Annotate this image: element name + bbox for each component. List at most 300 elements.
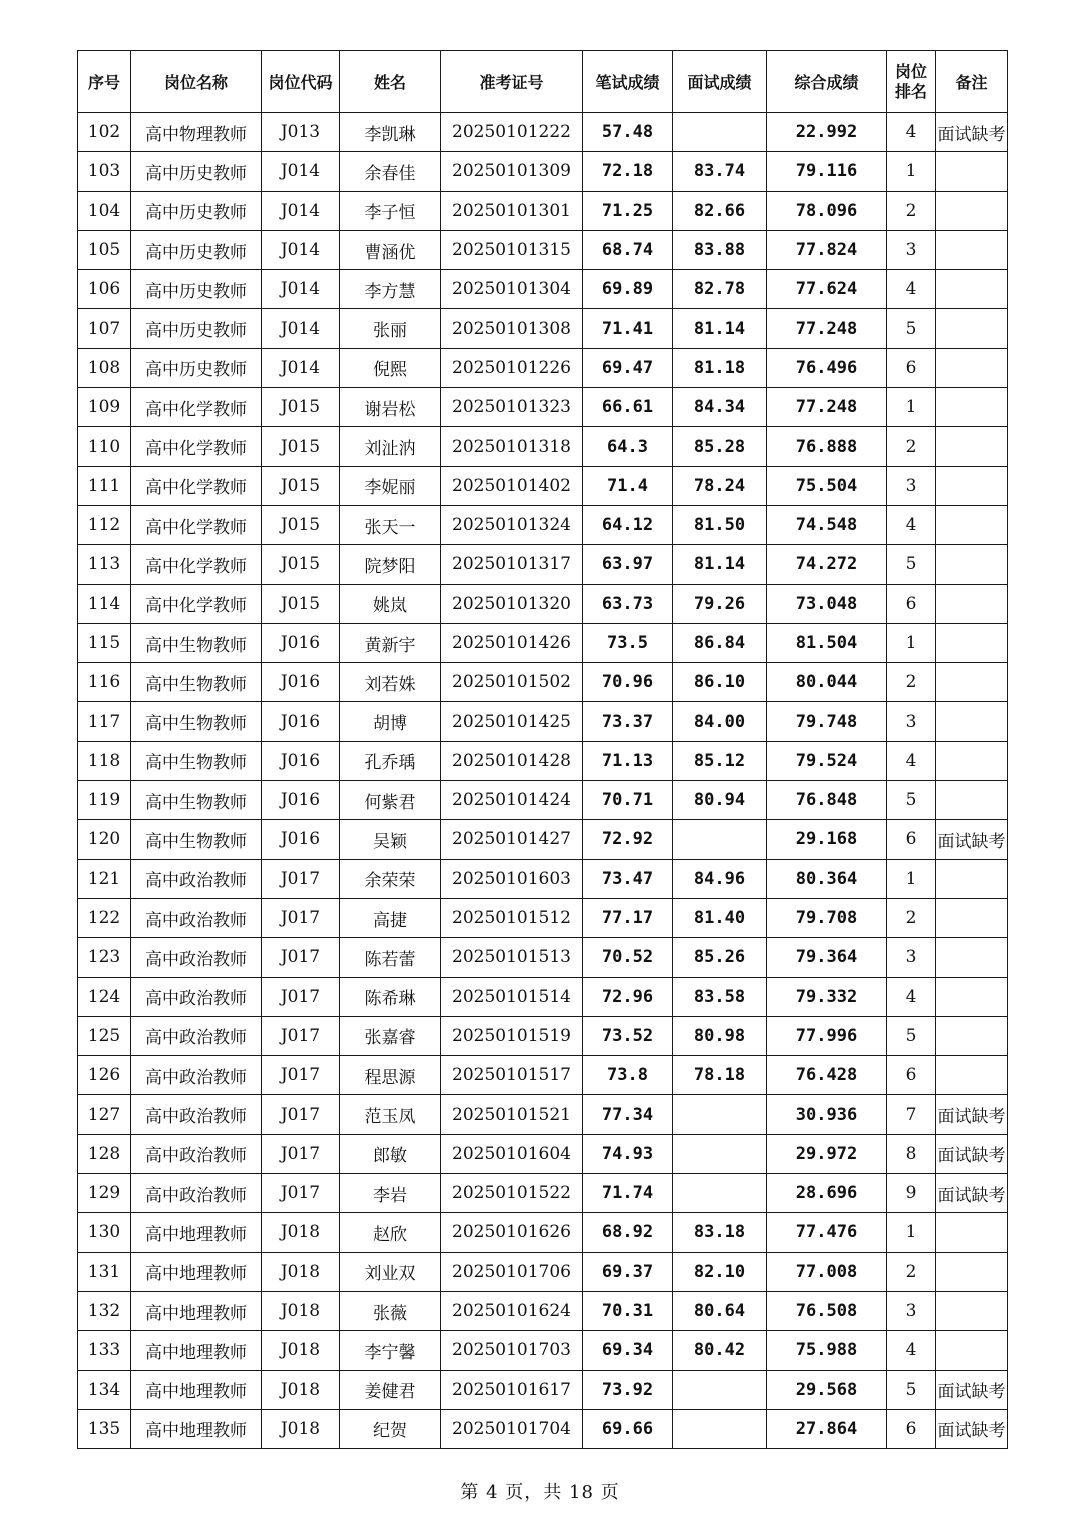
cell-name: 谢岩松 bbox=[340, 388, 441, 427]
table-row bbox=[78, 1409, 1008, 1448]
table-body bbox=[78, 113, 1008, 1449]
cell-total-score: 29.568 bbox=[767, 1370, 887, 1409]
cell-total-score: 76.496 bbox=[767, 348, 887, 387]
cell-post-code: J017 bbox=[262, 1134, 340, 1173]
cell-written-score: 71.4 bbox=[583, 466, 673, 505]
cell-total-score: 76.428 bbox=[767, 1056, 887, 1095]
cell-ticket: 20250101402 bbox=[441, 466, 583, 505]
cell-total-score: 80.044 bbox=[767, 663, 887, 702]
cell-ticket: 20250101317 bbox=[441, 545, 583, 584]
cell-interview-score bbox=[673, 1134, 767, 1173]
cell-total-score: 29.972 bbox=[767, 1134, 887, 1173]
cell-written-score: 70.71 bbox=[583, 781, 673, 820]
table-row bbox=[78, 1174, 1008, 1213]
cell-written-score: 73.8 bbox=[583, 1056, 673, 1095]
cell-rank: 2 bbox=[887, 663, 936, 702]
cell-post-code: J018 bbox=[262, 1252, 340, 1291]
cell-rank: 4 bbox=[887, 505, 936, 544]
table-row bbox=[78, 545, 1008, 584]
cell-total-score: 77.624 bbox=[767, 270, 887, 309]
cell-written-score: 74.93 bbox=[583, 1134, 673, 1173]
cell-post-code: J013 bbox=[262, 113, 340, 152]
cell-rank: 6 bbox=[887, 820, 936, 859]
cell-total-score: 77.824 bbox=[767, 230, 887, 269]
cell-name: 余春佳 bbox=[340, 152, 441, 191]
cell-rank: 3 bbox=[887, 702, 936, 741]
cell-ticket: 20250101706 bbox=[441, 1252, 583, 1291]
cell-post-name: 高中政治教师 bbox=[131, 1095, 262, 1134]
cell-seq: 129 bbox=[78, 1174, 131, 1213]
cell-rank: 6 bbox=[887, 1409, 936, 1448]
cell-note bbox=[936, 584, 1008, 623]
cell-name: 胡博 bbox=[340, 702, 441, 741]
cell-rank: 5 bbox=[887, 1016, 936, 1055]
cell-post-code: J018 bbox=[262, 1409, 340, 1448]
cell-written-score: 70.52 bbox=[583, 938, 673, 977]
table-row bbox=[78, 1016, 1008, 1055]
cell-written-score: 69.34 bbox=[583, 1331, 673, 1370]
cell-ticket: 20250101222 bbox=[441, 113, 583, 152]
cell-post-code: J018 bbox=[262, 1291, 340, 1330]
cell-ticket: 20250101320 bbox=[441, 584, 583, 623]
cell-seq: 128 bbox=[78, 1134, 131, 1173]
table-row bbox=[78, 466, 1008, 505]
table-row bbox=[78, 1252, 1008, 1291]
cell-written-score: 63.73 bbox=[583, 584, 673, 623]
cell-interview-score: 84.00 bbox=[673, 702, 767, 741]
table-row bbox=[78, 702, 1008, 741]
cell-note bbox=[936, 230, 1008, 269]
cell-written-score: 69.37 bbox=[583, 1252, 673, 1291]
cell-interview-score: 80.98 bbox=[673, 1016, 767, 1055]
cell-interview-score bbox=[673, 1174, 767, 1213]
cell-name: 范玉凤 bbox=[340, 1095, 441, 1134]
cell-note bbox=[936, 1213, 1008, 1252]
cell-interview-score: 85.12 bbox=[673, 741, 767, 780]
cell-written-score: 70.96 bbox=[583, 663, 673, 702]
cell-post-name: 高中地理教师 bbox=[131, 1370, 262, 1409]
cell-note bbox=[936, 938, 1008, 977]
cell-rank: 6 bbox=[887, 584, 936, 623]
cell-ticket: 20250101324 bbox=[441, 505, 583, 544]
cell-name: 何紫君 bbox=[340, 781, 441, 820]
cell-total-score: 76.848 bbox=[767, 781, 887, 820]
cell-interview-score: 82.10 bbox=[673, 1252, 767, 1291]
cell-post-name: 高中化学教师 bbox=[131, 545, 262, 584]
col-header-ticket: 准考证号 bbox=[441, 51, 583, 113]
table-row bbox=[78, 584, 1008, 623]
cell-rank: 5 bbox=[887, 781, 936, 820]
cell-ticket: 20250101425 bbox=[441, 702, 583, 741]
cell-rank: 5 bbox=[887, 545, 936, 584]
col-header-interview: 面试成绩 bbox=[673, 51, 767, 113]
cell-name: 吴颖 bbox=[340, 820, 441, 859]
cell-rank: 6 bbox=[887, 1056, 936, 1095]
cell-interview-score: 81.50 bbox=[673, 505, 767, 544]
cell-post-name: 高中化学教师 bbox=[131, 466, 262, 505]
cell-interview-score: 82.78 bbox=[673, 270, 767, 309]
cell-seq: 126 bbox=[78, 1056, 131, 1095]
cell-total-score: 76.888 bbox=[767, 427, 887, 466]
cell-interview-score: 80.94 bbox=[673, 781, 767, 820]
cell-written-score: 70.31 bbox=[583, 1291, 673, 1330]
cell-interview-score: 80.42 bbox=[673, 1331, 767, 1370]
cell-ticket: 20250101304 bbox=[441, 270, 583, 309]
cell-note bbox=[936, 623, 1008, 662]
cell-post-name: 高中地理教师 bbox=[131, 1213, 262, 1252]
cell-rank: 1 bbox=[887, 152, 936, 191]
cell-name: 张天一 bbox=[340, 505, 441, 544]
cell-interview-score bbox=[673, 113, 767, 152]
cell-note bbox=[936, 545, 1008, 584]
cell-written-score: 77.17 bbox=[583, 898, 673, 937]
cell-seq: 130 bbox=[78, 1213, 131, 1252]
table-row bbox=[78, 152, 1008, 191]
cell-post-code: J015 bbox=[262, 584, 340, 623]
cell-total-score: 30.936 bbox=[767, 1095, 887, 1134]
cell-ticket: 20250101315 bbox=[441, 230, 583, 269]
cell-interview-score: 84.96 bbox=[673, 859, 767, 898]
cell-interview-score: 86.84 bbox=[673, 623, 767, 662]
cell-total-score: 75.504 bbox=[767, 466, 887, 505]
table-row bbox=[78, 977, 1008, 1016]
cell-total-score: 79.748 bbox=[767, 702, 887, 741]
cell-post-name: 高中政治教师 bbox=[131, 1134, 262, 1173]
cell-rank: 4 bbox=[887, 977, 936, 1016]
cell-written-score: 73.5 bbox=[583, 623, 673, 662]
cell-name: 黄新宇 bbox=[340, 623, 441, 662]
cell-seq: 114 bbox=[78, 584, 131, 623]
cell-interview-score: 85.26 bbox=[673, 938, 767, 977]
cell-seq: 115 bbox=[78, 623, 131, 662]
cell-total-score: 81.504 bbox=[767, 623, 887, 662]
cell-ticket: 20250101426 bbox=[441, 623, 583, 662]
cell-written-score: 71.74 bbox=[583, 1174, 673, 1213]
cell-rank: 7 bbox=[887, 1095, 936, 1134]
cell-rank: 3 bbox=[887, 1291, 936, 1330]
cell-rank: 3 bbox=[887, 938, 936, 977]
cell-seq: 113 bbox=[78, 545, 131, 584]
cell-interview-score: 78.18 bbox=[673, 1056, 767, 1095]
cell-rank: 1 bbox=[887, 859, 936, 898]
cell-ticket: 20250101603 bbox=[441, 859, 583, 898]
cell-written-score: 72.96 bbox=[583, 977, 673, 1016]
table-row bbox=[78, 191, 1008, 230]
cell-written-score: 69.66 bbox=[583, 1409, 673, 1448]
cell-name: 院梦阳 bbox=[340, 545, 441, 584]
cell-ticket: 20250101513 bbox=[441, 938, 583, 977]
cell-total-score: 73.048 bbox=[767, 584, 887, 623]
cell-post-code: J016 bbox=[262, 663, 340, 702]
cell-note bbox=[936, 1331, 1008, 1370]
cell-name: 郎敏 bbox=[340, 1134, 441, 1173]
cell-rank: 5 bbox=[887, 309, 936, 348]
table-row bbox=[78, 898, 1008, 937]
cell-rank: 3 bbox=[887, 466, 936, 505]
cell-rank: 4 bbox=[887, 1331, 936, 1370]
cell-note bbox=[936, 977, 1008, 1016]
cell-written-score: 68.74 bbox=[583, 230, 673, 269]
cell-total-score: 79.524 bbox=[767, 741, 887, 780]
cell-post-name: 高中政治教师 bbox=[131, 1174, 262, 1213]
cell-written-score: 73.92 bbox=[583, 1370, 673, 1409]
cell-note bbox=[936, 898, 1008, 937]
cell-seq: 108 bbox=[78, 348, 131, 387]
cell-total-score: 28.696 bbox=[767, 1174, 887, 1213]
cell-note: 面试缺考 bbox=[936, 1134, 1008, 1173]
table-row bbox=[78, 270, 1008, 309]
cell-rank: 2 bbox=[887, 191, 936, 230]
table-row bbox=[78, 1291, 1008, 1330]
cell-rank: 1 bbox=[887, 623, 936, 662]
cell-post-code: J018 bbox=[262, 1213, 340, 1252]
cell-interview-score: 81.14 bbox=[673, 545, 767, 584]
cell-interview-score bbox=[673, 1095, 767, 1134]
col-header-post-code: 岗位代码 bbox=[262, 51, 340, 113]
cell-rank: 6 bbox=[887, 348, 936, 387]
table-row bbox=[78, 1095, 1008, 1134]
results-table bbox=[77, 50, 1008, 1449]
cell-note: 面试缺考 bbox=[936, 1409, 1008, 1448]
cell-post-code: J017 bbox=[262, 1095, 340, 1134]
table-row bbox=[78, 781, 1008, 820]
cell-interview-score: 83.88 bbox=[673, 230, 767, 269]
cell-note bbox=[936, 1252, 1008, 1291]
table-row bbox=[78, 938, 1008, 977]
cell-note bbox=[936, 427, 1008, 466]
cell-written-score: 64.3 bbox=[583, 427, 673, 466]
table-row bbox=[78, 1331, 1008, 1370]
cell-post-code: J017 bbox=[262, 1016, 340, 1055]
cell-ticket: 20250101308 bbox=[441, 309, 583, 348]
cell-name: 赵欣 bbox=[340, 1213, 441, 1252]
cell-post-name: 高中历史教师 bbox=[131, 152, 262, 191]
cell-post-code: J015 bbox=[262, 545, 340, 584]
cell-total-score: 77.248 bbox=[767, 388, 887, 427]
cell-post-code: J014 bbox=[262, 270, 340, 309]
cell-post-code: J017 bbox=[262, 898, 340, 937]
cell-seq: 106 bbox=[78, 270, 131, 309]
cell-seq: 110 bbox=[78, 427, 131, 466]
cell-post-name: 高中历史教师 bbox=[131, 230, 262, 269]
cell-total-score: 22.992 bbox=[767, 113, 887, 152]
cell-name: 陈希琳 bbox=[340, 977, 441, 1016]
cell-total-score: 29.168 bbox=[767, 820, 887, 859]
cell-interview-score: 81.40 bbox=[673, 898, 767, 937]
cell-ticket: 20250101514 bbox=[441, 977, 583, 1016]
cell-interview-score: 83.18 bbox=[673, 1213, 767, 1252]
cell-post-code: J015 bbox=[262, 466, 340, 505]
cell-written-score: 57.48 bbox=[583, 113, 673, 152]
cell-interview-score: 84.34 bbox=[673, 388, 767, 427]
cell-name: 曹涵优 bbox=[340, 230, 441, 269]
cell-post-name: 高中政治教师 bbox=[131, 977, 262, 1016]
col-header-written: 笔试成绩 bbox=[583, 51, 673, 113]
cell-post-code: J015 bbox=[262, 505, 340, 544]
cell-name: 李子恒 bbox=[340, 191, 441, 230]
cell-interview-score bbox=[673, 1409, 767, 1448]
cell-name: 高捷 bbox=[340, 898, 441, 937]
cell-post-name: 高中生物教师 bbox=[131, 623, 262, 662]
cell-post-code: J017 bbox=[262, 938, 340, 977]
cell-note bbox=[936, 1291, 1008, 1330]
cell-post-code: J014 bbox=[262, 309, 340, 348]
cell-ticket: 20250101521 bbox=[441, 1095, 583, 1134]
cell-post-name: 高中生物教师 bbox=[131, 702, 262, 741]
table-row bbox=[78, 623, 1008, 662]
cell-seq: 112 bbox=[78, 505, 131, 544]
cell-note bbox=[936, 1056, 1008, 1095]
cell-seq: 116 bbox=[78, 663, 131, 702]
cell-seq: 131 bbox=[78, 1252, 131, 1291]
col-header-total: 综合成绩 bbox=[767, 51, 887, 113]
cell-name: 孔乔瑀 bbox=[340, 741, 441, 780]
cell-name: 李方慧 bbox=[340, 270, 441, 309]
cell-post-code: J014 bbox=[262, 152, 340, 191]
table-row bbox=[78, 309, 1008, 348]
cell-name: 姚岚 bbox=[340, 584, 441, 623]
cell-name: 刘沚汭 bbox=[340, 427, 441, 466]
cell-written-score: 72.18 bbox=[583, 152, 673, 191]
cell-note: 面试缺考 bbox=[936, 1370, 1008, 1409]
cell-post-name: 高中地理教师 bbox=[131, 1409, 262, 1448]
cell-written-score: 69.47 bbox=[583, 348, 673, 387]
cell-ticket: 20250101604 bbox=[441, 1134, 583, 1173]
cell-rank: 8 bbox=[887, 1134, 936, 1173]
col-header-seq: 序号 bbox=[78, 51, 131, 113]
cell-name: 李宁馨 bbox=[340, 1331, 441, 1370]
cell-post-code: J016 bbox=[262, 781, 340, 820]
cell-written-score: 63.97 bbox=[583, 545, 673, 584]
cell-name: 刘业双 bbox=[340, 1252, 441, 1291]
cell-written-score: 71.25 bbox=[583, 191, 673, 230]
cell-post-code: J018 bbox=[262, 1331, 340, 1370]
cell-name: 李凯琳 bbox=[340, 113, 441, 152]
cell-seq: 102 bbox=[78, 113, 131, 152]
cell-seq: 111 bbox=[78, 466, 131, 505]
cell-post-name: 高中地理教师 bbox=[131, 1331, 262, 1370]
table-row bbox=[78, 820, 1008, 859]
cell-post-code: J015 bbox=[262, 427, 340, 466]
table-row bbox=[78, 859, 1008, 898]
cell-post-code: J016 bbox=[262, 741, 340, 780]
cell-seq: 127 bbox=[78, 1095, 131, 1134]
cell-interview-score: 81.18 bbox=[673, 348, 767, 387]
cell-note: 面试缺考 bbox=[936, 820, 1008, 859]
cell-seq: 132 bbox=[78, 1291, 131, 1330]
cell-rank: 9 bbox=[887, 1174, 936, 1213]
cell-written-score: 73.37 bbox=[583, 702, 673, 741]
cell-note bbox=[936, 466, 1008, 505]
cell-seq: 123 bbox=[78, 938, 131, 977]
cell-ticket: 20250101512 bbox=[441, 898, 583, 937]
cell-post-code: J018 bbox=[262, 1370, 340, 1409]
cell-rank: 2 bbox=[887, 427, 936, 466]
cell-interview-score: 83.74 bbox=[673, 152, 767, 191]
cell-post-name: 高中地理教师 bbox=[131, 1291, 262, 1330]
page-footer: 第 4 页，共 18 页 bbox=[460, 1482, 620, 1503]
cell-written-score: 73.52 bbox=[583, 1016, 673, 1055]
cell-post-name: 高中政治教师 bbox=[131, 1016, 262, 1055]
cell-total-score: 77.008 bbox=[767, 1252, 887, 1291]
cell-written-score: 64.12 bbox=[583, 505, 673, 544]
table-row bbox=[78, 1370, 1008, 1409]
cell-note bbox=[936, 702, 1008, 741]
table-row bbox=[78, 1213, 1008, 1252]
cell-seq: 133 bbox=[78, 1331, 131, 1370]
cell-interview-score bbox=[673, 1370, 767, 1409]
cell-post-name: 高中地理教师 bbox=[131, 1252, 262, 1291]
cell-total-score: 77.996 bbox=[767, 1016, 887, 1055]
cell-ticket: 20250101704 bbox=[441, 1409, 583, 1448]
cell-interview-score: 81.14 bbox=[673, 309, 767, 348]
cell-total-score: 77.476 bbox=[767, 1213, 887, 1252]
cell-seq: 119 bbox=[78, 781, 131, 820]
cell-name: 余荣荣 bbox=[340, 859, 441, 898]
cell-total-score: 79.708 bbox=[767, 898, 887, 937]
cell-ticket: 20250101318 bbox=[441, 427, 583, 466]
cell-seq: 134 bbox=[78, 1370, 131, 1409]
cell-rank: 3 bbox=[887, 230, 936, 269]
cell-note bbox=[936, 152, 1008, 191]
cell-note: 面试缺考 bbox=[936, 1174, 1008, 1213]
cell-post-name: 高中政治教师 bbox=[131, 1056, 262, 1095]
cell-ticket: 20250101502 bbox=[441, 663, 583, 702]
cell-total-score: 74.272 bbox=[767, 545, 887, 584]
cell-rank: 4 bbox=[887, 741, 936, 780]
cell-name: 李妮丽 bbox=[340, 466, 441, 505]
cell-rank: 4 bbox=[887, 270, 936, 309]
cell-written-score: 77.34 bbox=[583, 1095, 673, 1134]
cell-total-score: 76.508 bbox=[767, 1291, 887, 1330]
cell-total-score: 80.364 bbox=[767, 859, 887, 898]
cell-post-code: J016 bbox=[262, 623, 340, 662]
cell-seq: 121 bbox=[78, 859, 131, 898]
cell-ticket: 20250101517 bbox=[441, 1056, 583, 1095]
cell-ticket: 20250101617 bbox=[441, 1370, 583, 1409]
table-row bbox=[78, 427, 1008, 466]
cell-seq: 103 bbox=[78, 152, 131, 191]
cell-ticket: 20250101428 bbox=[441, 741, 583, 780]
cell-seq: 122 bbox=[78, 898, 131, 937]
cell-seq: 125 bbox=[78, 1016, 131, 1055]
cell-interview-score: 79.26 bbox=[673, 584, 767, 623]
cell-total-score: 78.096 bbox=[767, 191, 887, 230]
cell-post-name: 高中政治教师 bbox=[131, 859, 262, 898]
cell-seq: 120 bbox=[78, 820, 131, 859]
cell-post-code: J015 bbox=[262, 388, 340, 427]
cell-note bbox=[936, 781, 1008, 820]
cell-rank: 2 bbox=[887, 898, 936, 937]
cell-seq: 107 bbox=[78, 309, 131, 348]
cell-post-code: J017 bbox=[262, 1174, 340, 1213]
col-header-rank: 岗位 排名 bbox=[887, 51, 936, 113]
cell-name: 张嘉睿 bbox=[340, 1016, 441, 1055]
cell-total-score: 74.548 bbox=[767, 505, 887, 544]
cell-post-name: 高中物理教师 bbox=[131, 113, 262, 152]
cell-post-code: J016 bbox=[262, 820, 340, 859]
cell-post-code: J014 bbox=[262, 348, 340, 387]
table-row bbox=[78, 505, 1008, 544]
cell-post-code: J017 bbox=[262, 1056, 340, 1095]
table-row bbox=[78, 230, 1008, 269]
cell-interview-score: 83.58 bbox=[673, 977, 767, 1016]
cell-ticket: 20250101301 bbox=[441, 191, 583, 230]
cell-rank: 5 bbox=[887, 1370, 936, 1409]
cell-name: 程思源 bbox=[340, 1056, 441, 1095]
cell-post-code: J014 bbox=[262, 191, 340, 230]
cell-written-score: 71.41 bbox=[583, 309, 673, 348]
